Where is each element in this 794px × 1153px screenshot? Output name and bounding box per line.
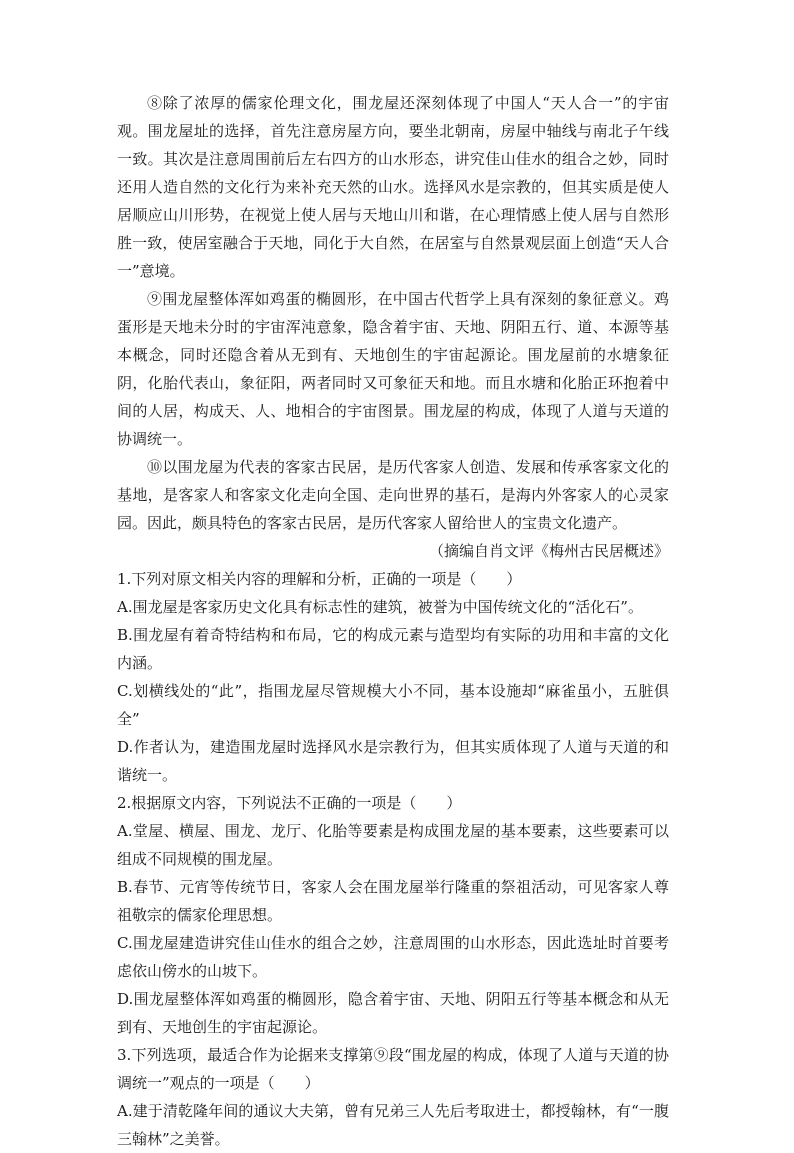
source-citation: （摘编自肖文评《梅州古民居概述》	[428, 542, 669, 560]
option-a: A.围龙屋是客家历史文化具有标志性的建筑，被誉为中国传统文化的“活化石”。	[117, 598, 643, 616]
option-a: A.建于清乾隆年间的通议大夫第，曾有兄弟三人先后考取进士，都授翰林，有“一腹三翰林”之美誉。	[117, 1102, 669, 1148]
question-3	[117, 1041, 669, 1153]
option-b: B.围龙屋有着奇特结构和布局，它的构成元素与造型均有实际的功用和丰富的文化内涵。	[117, 626, 669, 672]
paragraph-9: ⑨围龙屋整体浑如鸡蛋的椭圆形，在中国古代哲学上具有深刻的象征意义。鸡蛋形是天地未分时的宇宙浑沌意象，隐含着宇宙、天地、阴阳五行、道、本源等基本概念，同时还隐含着从无到有、天地创生的宇宙起源论。围龙屋前的水塘象征阴，化胎代表山，象征阳，两者同时又可象征天和地。而且水塘和化胎正环抱着中间的人居，构成天、人、地相合的宇宙图景。围龙屋的构成，体现了人道与天道的协调统一。	[117, 290, 669, 448]
question-stem: 2.根据原文内容，下列说法不正确的一项是（ ）	[117, 794, 462, 812]
paragraph-10: ⑩以围龙屋为代表的客家古民居，是历代客家人创造、发展和传承客家文化的基地，是客家人和客家文化走向全国、走向世界的基石，是海内外客家人的心灵家园。因此，颇具特色的客家古民居，是历代客家人留给世人的宝贵文化遗产。	[117, 458, 669, 532]
option-c: C.划横线处的“此”，指围龙屋尽管规模大小不同，基本设施却“麻雀虽小，五脏俱全”	[117, 682, 669, 728]
question-1	[117, 565, 669, 789]
option-a: A.堂屋、横屋、围龙、龙厅、化胎等要素是构成围龙屋的基本要素，这些要素可以组成不同规模的围龙屋。	[117, 822, 669, 868]
question-stem: 3.下列选项，最适合作为论据来支撑第⑨段“围龙屋的构成，体现了人道与天道的协调统一”观点的一项是（ ）	[117, 1046, 669, 1092]
paragraph-8: ⑧除了浓厚的儒家伦理文化，围龙屋还深刻体现了中国人“天人合一”的宇宙观。围龙屋址的选择，首先注意房屋方向，要坐北朝南，房屋中轴线与南北子午线一致。其次是注意周围前后左右四方的山水形态，讲究佳山佳水的组合之妙，同时还用人造自然的文化行为来补充天然的山水。选择风水是宗教的，但其实质是使人居顺应山川形势，在视觉上使人居与天地山川和谐，在心理情感上使人居与自然形胜一致，使居室融合于天地，同化于大自然，在居室与自然景观层面上创造“天人合一”意境。	[117, 94, 669, 280]
option-b: B.春节、元宵等传统节日，客家人会在围龙屋举行隆重的祭祖活动，可见客家人尊祖敬宗的儒家伦理思想。	[117, 878, 669, 924]
question-stem: 1.下列对原文相关内容的理解和分析，正确的一项是（ ）	[117, 570, 522, 588]
document-page	[117, 89, 669, 1153]
option-c: C.围龙屋建造讲究佳山佳水的组合之妙，注意周围的山水形态，因此选址时首要考虑依山傍水的山坡下。	[117, 934, 669, 980]
option-d: D.围龙屋整体浑如鸡蛋的椭圆形，隐含着宇宙、天地、阴阳五行等基本概念和从无到有、天地创生的宇宙起源论。	[117, 990, 669, 1036]
question-2	[117, 789, 669, 1041]
option-d: D.作者认为，建造围龙屋时选择风水是宗教行为，但其实质体现了人道与天道的和谐统一。	[117, 738, 669, 784]
